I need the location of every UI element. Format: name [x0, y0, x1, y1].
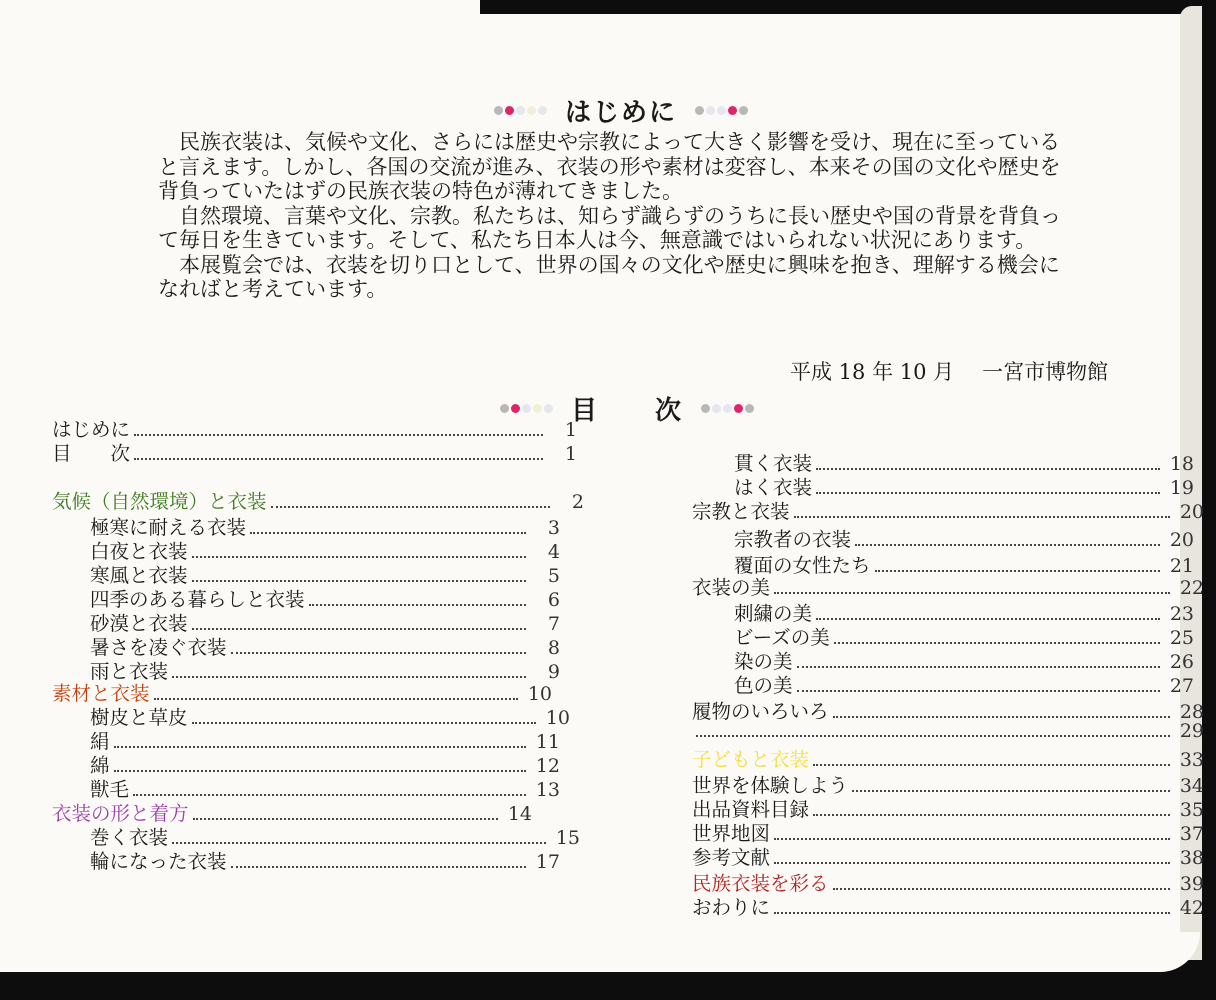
toc-entry-page: 10: [545, 707, 570, 729]
toc-entry-page: 1: [564, 443, 577, 465]
toc-leader-dots: [855, 544, 1160, 546]
toc-entry-page: 42: [1179, 897, 1204, 919]
intro-line: 背負っていたはずの民族衣装の特色が薄れてきました。: [158, 179, 683, 203]
intro-heading: [494, 92, 748, 129]
toc-leader-dots: [134, 434, 543, 436]
toc-entry-label: 樹皮と草皮: [90, 706, 188, 729]
toc-entry: [52, 486, 584, 514]
toc-leader-dots: [774, 592, 1170, 594]
intro-title: はじめに: [565, 98, 678, 128]
toc-entry-page: 17: [535, 851, 560, 873]
toc-leader-dots: [834, 642, 1160, 644]
toc-entry: [692, 744, 1204, 772]
toc-entry-page: 19: [1169, 477, 1194, 499]
signature-org: 一宮市博物館: [982, 360, 1109, 384]
toc-entry-page: 18: [1169, 453, 1194, 475]
intro-line: 民族衣装は、気候や文化、さらには歴史や宗教によって大きく影響を受け、現在に至っている: [179, 130, 1061, 154]
toc-leader-dots: [833, 888, 1170, 890]
toc-entry-label: 参考文献: [692, 846, 771, 869]
toc-entry-label: 染の美: [734, 650, 793, 673]
toc-entry-label: 絹: [90, 730, 110, 753]
toc-entry-label: 世界地図: [692, 822, 771, 845]
toc-entry: [692, 720, 1204, 742]
intro-line: と言えます。しかし、各国の交流が進み、衣装の形や素材は変容し、本来その国の文化や歴史を: [158, 154, 1061, 179]
toc-entry-label: 民族衣装を彩る: [692, 872, 829, 895]
toc-leader-dots: [816, 468, 1160, 470]
toc-entry-label: 四季のある暮らしと衣装: [90, 588, 305, 611]
toc-entry-page: 39: [1179, 873, 1204, 895]
toc-leader-dots: [114, 746, 526, 748]
toc-entry: [734, 670, 1194, 698]
toc-entry-page: 9: [547, 661, 560, 683]
toc-leader-dots: [193, 818, 498, 820]
toc-entry: [52, 438, 577, 466]
toc-leader-dots: [813, 814, 1170, 816]
signature: [790, 356, 1108, 386]
toc-leader-dots: [852, 790, 1170, 792]
toc-entry-label: 衣装の形と着方: [52, 802, 189, 825]
toc-entry-page: 2: [571, 491, 584, 513]
toc-leader-dots: [133, 794, 526, 796]
toc-entry-page: 20: [1169, 529, 1194, 551]
toc-entry-page: 27: [1169, 675, 1194, 697]
toc-leader-dots: [774, 838, 1170, 840]
intro-text: [158, 130, 1128, 302]
toc-entry-label: 白夜と衣装: [90, 540, 188, 563]
intro-line: て毎日を生きています。そして、私たち日本人は今、無意識ではいられない状況にあります。: [158, 228, 1037, 252]
toc-entry-label: 極寒に耐える衣装: [90, 516, 247, 539]
toc-entry-page: 1: [564, 419, 577, 441]
toc-leader-dots: [797, 666, 1160, 668]
toc-entry-page: 21: [1169, 555, 1194, 577]
toc-entry-page: 28: [1179, 701, 1204, 723]
intro-line: 本展覧会では、衣装を切り口として、世界の国々の文化や歴史に興味を抱き、理解する機会に: [179, 252, 1060, 277]
toc-entry-page: 10: [527, 683, 552, 705]
toc-entry-label: 世界を体験しよう: [692, 774, 849, 797]
toc-entry-label: 目 次: [52, 442, 131, 465]
toc-entry-label: 暑さを凌ぐ衣装: [90, 636, 227, 659]
toc-entry-label: 覆面の女性たち: [734, 554, 871, 577]
toc-entry-page: 3: [547, 517, 560, 539]
toc-entry-label: はじめに: [52, 418, 131, 441]
toc-leader-dots: [192, 722, 536, 724]
toc-entry-label: 輪になった衣装: [90, 850, 227, 873]
toc-leader-dots: [192, 580, 526, 582]
toc-entry-page: 33: [1179, 749, 1204, 771]
toc-entry-page: 8: [547, 637, 560, 659]
toc-entry-label: 気候（自然環境）と衣装: [52, 490, 267, 513]
toc-entry: [692, 842, 1204, 870]
toc-entry-label: 刺繍の美: [734, 602, 813, 625]
toc-entry-page: 12: [535, 755, 560, 777]
toc-entry-label: はく衣装: [734, 476, 813, 499]
toc-entry-page: 34: [1179, 775, 1204, 797]
toc-entry-label: 色の美: [734, 674, 793, 697]
toc-entry-page: 6: [547, 589, 560, 611]
toc-entry-page: 37: [1179, 823, 1204, 845]
toc-leader-dots: [797, 690, 1160, 692]
toc-entry: [692, 892, 1204, 920]
toc-entry-label: 貫く衣装: [734, 452, 813, 475]
toc-entry-page: 22: [1179, 577, 1204, 599]
toc-entry-label: 子どもと衣装: [692, 748, 810, 771]
toc-leader-dots: [813, 764, 1170, 766]
dot-ornament-left: [500, 404, 553, 413]
toc-entry-label: 宗教者の衣装: [734, 528, 852, 551]
toc-entry-label: 寒風と衣装: [90, 564, 188, 587]
toc-leader-dots: [192, 628, 526, 630]
toc-entry-page: 35: [1179, 799, 1204, 821]
toc-leader-dots: [192, 556, 526, 558]
toc-entry-page: 7: [547, 613, 560, 635]
dot-ornament-right: [701, 404, 754, 413]
toc-leader-dots: [696, 735, 1170, 737]
toc-leader-dots: [816, 618, 1160, 620]
toc-entry: [734, 524, 1194, 552]
toc-entry-label: 獣毛: [90, 778, 130, 801]
toc-leader-dots: [231, 866, 526, 868]
toc-entry-page: 15: [555, 827, 580, 849]
toc-entry: [692, 496, 1204, 524]
toc-leader-dots: [231, 652, 526, 654]
toc-leader-dots: [134, 458, 543, 460]
toc-entry-page: 26: [1169, 651, 1194, 673]
toc-entry-page: 13: [535, 779, 560, 801]
toc-entry-page: 23: [1169, 603, 1194, 625]
toc-entry-page: 5: [547, 565, 560, 587]
toc-leader-dots: [154, 698, 518, 700]
toc-entry-label: 衣装の美: [692, 576, 771, 599]
toc-entry-page: 29: [1179, 720, 1204, 742]
toc-leader-dots: [172, 842, 546, 844]
toc-title: 目 次: [571, 396, 684, 426]
toc-entry-label: 素材と衣装: [52, 682, 150, 705]
toc-entry-label: ビーズの美: [734, 626, 830, 649]
toc-entry-label: 綿: [90, 754, 110, 777]
toc-leader-dots: [271, 506, 550, 508]
toc-entry-label: 砂漠と衣装: [90, 612, 188, 635]
toc-entry: [90, 846, 560, 874]
toc-entry-page: 38: [1179, 847, 1204, 869]
signature-date: 平成 18 年 10 月: [790, 360, 955, 384]
toc-entry-page: 25: [1169, 627, 1194, 649]
toc-leader-dots: [309, 604, 526, 606]
toc-leader-dots: [774, 862, 1170, 864]
dot-ornament-right: [695, 106, 748, 115]
toc-entry-label: 宗教と衣装: [692, 500, 790, 523]
toc-entry-page: 11: [535, 731, 560, 753]
toc-entry-label: 巻く衣装: [90, 826, 169, 849]
intro-line: 自然環境、言葉や文化、宗教。私たちは、知らず識らずのうちに長い歴史や国の背景を背負っ: [179, 203, 1061, 228]
intro-line: なればと考えています。: [158, 277, 388, 301]
toc-entry-label: おわりに: [692, 896, 771, 919]
dot-ornament-left: [494, 106, 547, 115]
toc-leader-dots: [250, 532, 526, 534]
toc-leader-dots: [774, 912, 1170, 914]
toc-entry-page: 20: [1179, 501, 1204, 523]
toc-leader-dots: [816, 492, 1160, 494]
toc-leader-dots: [833, 716, 1170, 718]
toc-entry-label: 出品資料目録: [692, 798, 810, 821]
toc-leader-dots: [794, 516, 1170, 518]
toc-entry-label: 雨と衣装: [90, 660, 169, 683]
toc-entry-label: 履物のいろいろ: [692, 700, 829, 723]
toc-entry-page: 14: [507, 803, 532, 825]
toc-entry-page: 4: [547, 541, 560, 563]
toc-leader-dots: [114, 770, 526, 772]
toc-entry: [692, 572, 1204, 600]
